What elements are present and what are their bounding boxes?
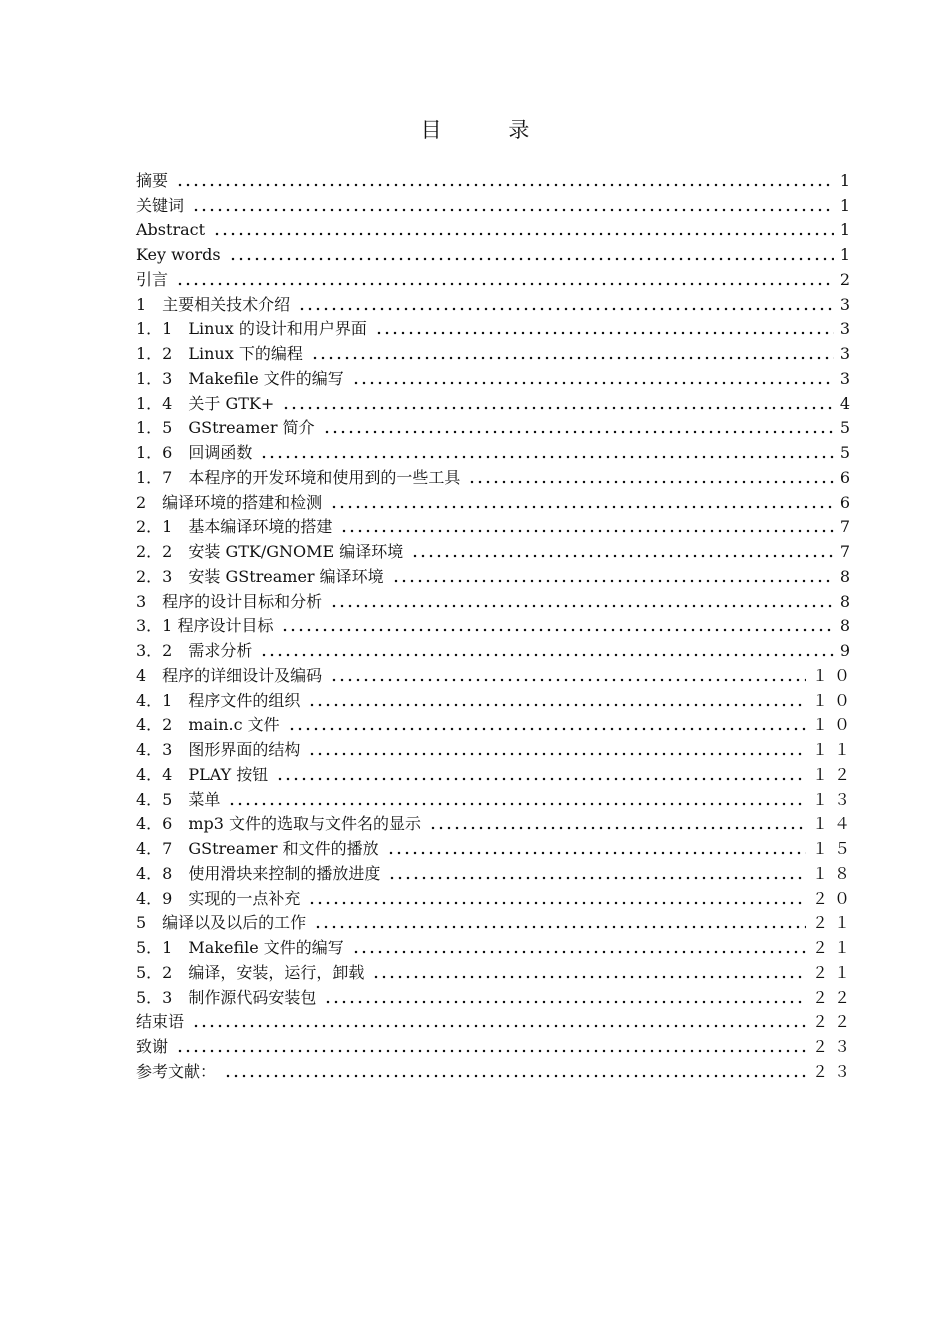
toc-entry <box>136 191 856 216</box>
toc-entry-page-number: 2 <box>839 269 856 289</box>
toc-entry <box>136 1008 856 1033</box>
toc-dot-leader <box>229 243 834 263</box>
toc-entry <box>136 166 856 191</box>
toc-entry-label: 3．2 需求分析 <box>136 641 253 660</box>
toc-entry-label: 4．5 菜单 <box>136 789 221 809</box>
toc-entry-label: 4．4 PLAY 按钮 <box>136 764 269 784</box>
toc-entry-label: 引言 <box>136 269 169 289</box>
toc-dot-leader <box>260 639 833 659</box>
toc-entry <box>136 290 856 315</box>
toc-entry-page-number: 7 <box>839 542 856 561</box>
toc-dot-leader <box>330 590 834 610</box>
toc-entry-page-number: 3 <box>839 319 856 339</box>
toc-dot-leader <box>308 689 806 709</box>
toc-dot-leader <box>176 169 834 189</box>
toc-entry <box>136 389 856 414</box>
toc-entry <box>136 810 856 835</box>
toc-entry-label: Key words <box>136 245 221 264</box>
toc-entry-label: 5．2 编译，安装，运行，卸载 <box>136 962 365 982</box>
toc-entry-page-number: 6 <box>839 492 856 512</box>
toc-entry <box>136 785 856 810</box>
toc-entry <box>136 933 856 958</box>
toc-dot-leader <box>330 664 806 684</box>
toc-entry-label: 4．1 程序文件的组织 <box>136 690 301 710</box>
toc-entry <box>136 513 856 538</box>
toc-entry <box>136 884 856 909</box>
toc-dot-leader <box>388 862 806 882</box>
toc-dot-leader <box>468 466 833 486</box>
toc-entry <box>136 711 856 736</box>
toc-dot-leader <box>340 515 833 535</box>
toc-entry-page-number: ２２ <box>811 987 856 1007</box>
toc-dot-leader <box>224 1060 806 1080</box>
toc-entry <box>136 414 856 439</box>
toc-dot-leader <box>429 812 806 832</box>
toc-dot-leader <box>311 342 834 362</box>
toc-title: 目 录 <box>420 118 560 142</box>
toc-entry <box>136 686 856 711</box>
toc-entry-page-number: 3 <box>839 368 856 388</box>
toc-entry-page-number: ２２ <box>811 1012 856 1032</box>
toc-entry <box>136 315 856 340</box>
toc-entry-page-number: 1 <box>839 170 856 190</box>
toc-entry <box>136 612 856 637</box>
toc-entry-page-number: 5 <box>839 418 856 438</box>
toc-entry-label: 1．3 Makefile 文件的编写 <box>136 368 344 388</box>
toc-entry-page-number: １０ <box>811 690 856 710</box>
toc-entry-label: 1．5 GStreamer 简介 <box>136 418 315 438</box>
toc-entry <box>136 240 856 265</box>
toc-entry-label: 2．1 基本编译环境的搭建 <box>136 517 333 537</box>
toc-entry-label: 致谢 <box>136 1037 169 1056</box>
toc-entry-page-number: １４ <box>811 814 856 834</box>
toc-entry-page-number: ２３ <box>811 1061 856 1081</box>
toc-entry-page-number: ２１ <box>811 962 856 982</box>
toc-entry <box>136 587 856 612</box>
toc-dot-leader <box>298 293 834 313</box>
toc-entry <box>136 265 856 290</box>
toc-entry <box>136 364 856 389</box>
toc-entry <box>136 834 856 859</box>
toc-entry <box>136 909 856 934</box>
toc-dot-leader <box>352 367 834 387</box>
toc-entry <box>136 562 856 587</box>
toc-entry-label: 1．2 Linux 下的编程 <box>136 344 303 363</box>
toc-entry <box>136 661 856 686</box>
toc-entry-page-number: 6 <box>839 467 856 487</box>
toc-entry-label: Abstract <box>136 220 206 240</box>
toc-entry-page-number: 5 <box>839 443 856 462</box>
toc-entry <box>136 983 856 1008</box>
toc-dot-leader <box>176 268 834 288</box>
toc-entry-page-number: １８ <box>811 863 856 883</box>
toc-entry-page-number: ２１ <box>811 938 856 957</box>
toc-entry-label: 1．6 回调函数 <box>136 443 253 462</box>
toc-entry-page-number: ２０ <box>811 888 856 908</box>
toc-dot-leader <box>228 788 806 808</box>
toc-entry-page-number: 8 <box>839 591 856 611</box>
toc-dot-leader <box>411 540 834 560</box>
toc-entry-page-number: １１ <box>811 740 856 759</box>
toc-dot-leader <box>372 961 806 981</box>
toc-entry-page-number: １０ <box>811 715 856 735</box>
toc-entry-label: 摘要 <box>136 170 169 190</box>
toc-entry-label: 参考文献： <box>136 1061 217 1081</box>
toc-dot-leader <box>192 194 834 214</box>
toc-entry-page-number: ２３ <box>811 1037 856 1056</box>
toc-entry-page-number: 8 <box>839 566 856 586</box>
toc-entry-page-number: １２ <box>811 764 856 784</box>
toc-entry-label: 5．1 Makefile 文件的编写 <box>136 938 344 957</box>
toc-entry <box>136 537 856 562</box>
toc-entry-page-number: 1 <box>839 245 856 264</box>
toc-entry-label: 4．9 实现的一点补充 <box>136 888 301 908</box>
toc-dot-leader <box>176 1035 806 1055</box>
toc-entry-page-number: 3 <box>839 294 856 314</box>
toc-entry <box>136 339 856 364</box>
toc-entry <box>136 438 856 463</box>
toc-entry-label: 2．3 安装 GStreamer 编译环境 <box>136 566 384 586</box>
toc-entry-label: 1．1 Linux 的设计和用户界面 <box>136 319 367 339</box>
toc-entry-label: 1 主要相关技术介绍 <box>136 294 291 314</box>
toc-entry-page-number: １３ <box>811 789 856 809</box>
toc-entry-page-number: ２１ <box>811 913 856 933</box>
toc-entry <box>136 636 856 661</box>
toc-entry-page-number: 9 <box>839 641 856 660</box>
toc-entry <box>136 1032 856 1057</box>
toc-entry-label: 4．6 mp3 文件的选取与文件名的显示 <box>136 814 422 834</box>
toc-dot-leader <box>213 218 834 238</box>
toc-entry-label: 结束语 <box>136 1012 185 1032</box>
toc-entry-page-number: 7 <box>839 517 856 537</box>
toc-dot-leader <box>288 713 806 733</box>
toc-dot-leader <box>352 936 806 956</box>
toc-dot-leader <box>375 317 834 337</box>
toc-entry-page-number: 1 <box>839 220 856 240</box>
toc-entry <box>136 760 856 785</box>
toc-entry-label: 4．8 使用滑块来控制的播放进度 <box>136 863 381 883</box>
toc-entry-page-number: 3 <box>839 344 856 363</box>
toc-entry-label: 4．2 main.c 文件 <box>136 715 280 735</box>
toc-entry-page-number: 1 <box>839 195 856 215</box>
toc-entry-label: 关键词 <box>136 195 185 215</box>
toc-entry-label: 4．3 图形界面的结构 <box>136 740 301 759</box>
toc-dot-leader <box>392 565 834 585</box>
toc-entry-label: 4．7 GStreamer 和文件的播放 <box>136 839 379 858</box>
table-of-contents <box>136 166 856 1082</box>
toc-entry <box>136 488 856 513</box>
toc-dot-leader <box>276 763 806 783</box>
toc-entry <box>136 216 856 241</box>
toc-entry-page-number: 4 <box>839 393 856 413</box>
toc-dot-leader <box>260 441 833 461</box>
toc-entry <box>136 859 856 884</box>
toc-entry <box>136 958 856 983</box>
toc-dot-leader <box>192 1010 806 1030</box>
toc-dot-leader <box>387 837 806 857</box>
toc-dot-leader <box>330 491 834 511</box>
toc-entry-label: 2 编译环境的搭建和检测 <box>136 492 323 512</box>
toc-dot-leader <box>308 738 806 758</box>
toc-entry-page-number: 8 <box>839 616 856 636</box>
toc-entry-label: 4 程序的详细设计及编码 <box>136 665 323 685</box>
toc-entry-label: 3．1 程序设计目标 <box>136 616 274 636</box>
toc-dot-leader <box>323 416 834 436</box>
toc-dot-leader <box>324 986 806 1006</box>
toc-entry-page-number: １５ <box>811 839 856 858</box>
toc-dot-leader <box>282 392 834 412</box>
toc-entry-page-number: １０ <box>811 665 856 685</box>
toc-entry-label: 2．2 安装 GTK/GNOME 编译环境 <box>136 542 404 561</box>
toc-entry-label: 1．7 本程序的开发环境和使用到的一些工具 <box>136 467 461 487</box>
toc-dot-leader <box>314 911 806 931</box>
toc-entry-label: 5 编译以及以后的工作 <box>136 913 307 933</box>
toc-dot-leader <box>308 887 806 907</box>
toc-entry <box>136 1057 856 1082</box>
toc-entry-label: 1．4 关于 GTK+ <box>136 393 275 413</box>
toc-entry <box>136 463 856 488</box>
toc-entry-label: 3 程序的设计目标和分析 <box>136 591 323 611</box>
toc-entry <box>136 735 856 760</box>
toc-entry-label: 5．3 制作源代码安装包 <box>136 987 317 1007</box>
toc-dot-leader <box>281 614 833 634</box>
